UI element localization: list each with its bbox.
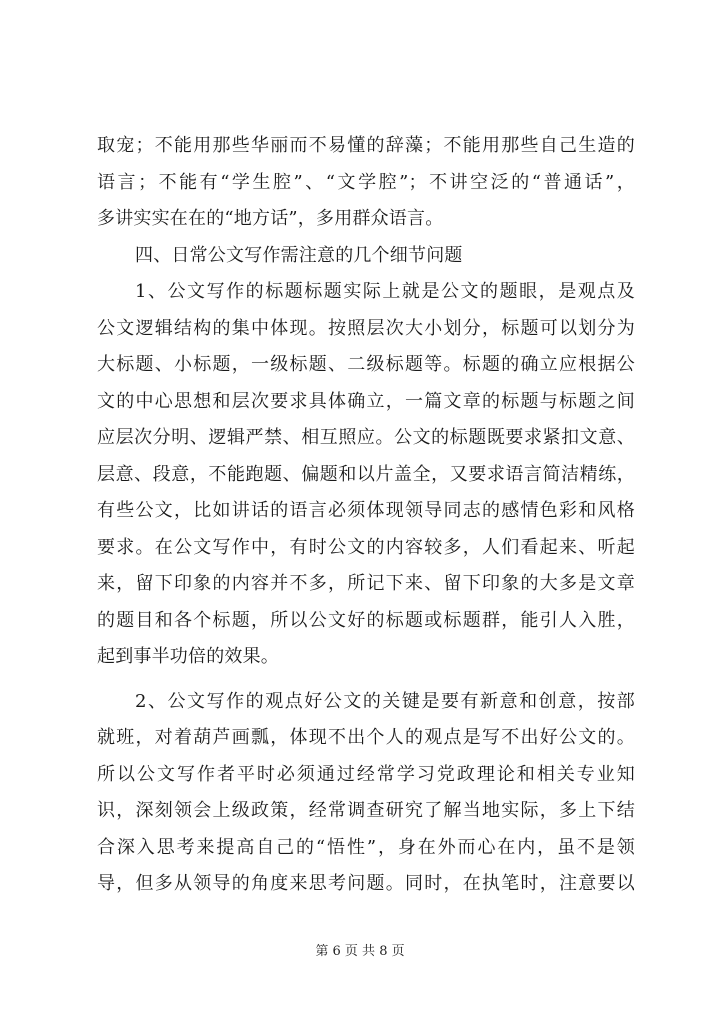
- text-line: 来，留下印象的内容并不多，所记下来、留下印象的大多是文章: [97, 573, 635, 594]
- text-line: 公文逻辑结构的集中体现。按照层次大小划分，标题可以划分为: [97, 317, 635, 339]
- text-line: 起到事半功倍的效果。: [97, 646, 279, 667]
- text-line: 有些公文，比如讲话的语言必须体现领导同志的感情色彩和风格: [97, 500, 635, 521]
- text-line: 大标题、小标题，一级标题、二级标题等。标题的确立应根据公: [97, 354, 635, 375]
- page-footer: 第 6 页 共 8 页: [315, 944, 405, 959]
- text-line: 导，但多从领导的角度来思考问题。同时，在执笔时，注意要以: [97, 873, 635, 894]
- paragraph-continuation: [97, 128, 635, 238]
- text-line: 识，深刻领会上级政策，经常调查研究了解当地实际，多上下结: [97, 800, 635, 821]
- text-line: 合深入思考来提高自己的“悟性”，身在外而心在内，虽不是领: [97, 836, 635, 858]
- text-line: 多讲实实在在的“地方话”，多用群众语言。: [97, 208, 444, 229]
- paragraph-viewpoint: [97, 684, 635, 903]
- text-line: 就班，对着葫芦画瓢，体现不出个人的观点是写不出好公文的。: [97, 727, 635, 748]
- text-line: 语言；不能有“学生腔”、“文学腔”；不讲空泛的“普通话”，: [97, 171, 635, 193]
- document-body: [97, 128, 635, 903]
- text-line: 所以公文写作者平时必须通过经常学习党政理论和相关专业知: [97, 763, 635, 785]
- text-line: 1、公文写作的标题标题实际上就是公文的题眼，是观点及: [135, 281, 635, 302]
- paragraph-gap: [97, 676, 635, 684]
- text-line: 的题目和各个标题，所以公文好的标题或标题群，能引人入胜，: [97, 609, 635, 631]
- text-line: 应层次分明、逻辑严禁、相互照应。公文的标题既要求紧扣文意、: [97, 427, 635, 448]
- text-line: 要求。在公文写作中，有时公文的内容较多，人们看起来、听起: [97, 536, 635, 558]
- text-line: 取宠；不能用那些华丽而不易懂的辞藻；不能用那些自己生造的: [97, 135, 635, 156]
- text-line: 文的中心思想和层次要求具体确立，一篇文章的标题与标题之间: [97, 390, 635, 412]
- paragraph-title: [97, 274, 635, 676]
- section-heading: [97, 238, 635, 275]
- text-line: 四、日常公文写作需注意的几个细节问题: [135, 244, 463, 266]
- text-line: 层意、段意，不能跑题、偏题和以片盖全，又要求语言简洁精练，: [97, 463, 635, 485]
- text-line: 2、公文写作的观点好公文的关键是要有新意和创意，按部: [135, 690, 635, 712]
